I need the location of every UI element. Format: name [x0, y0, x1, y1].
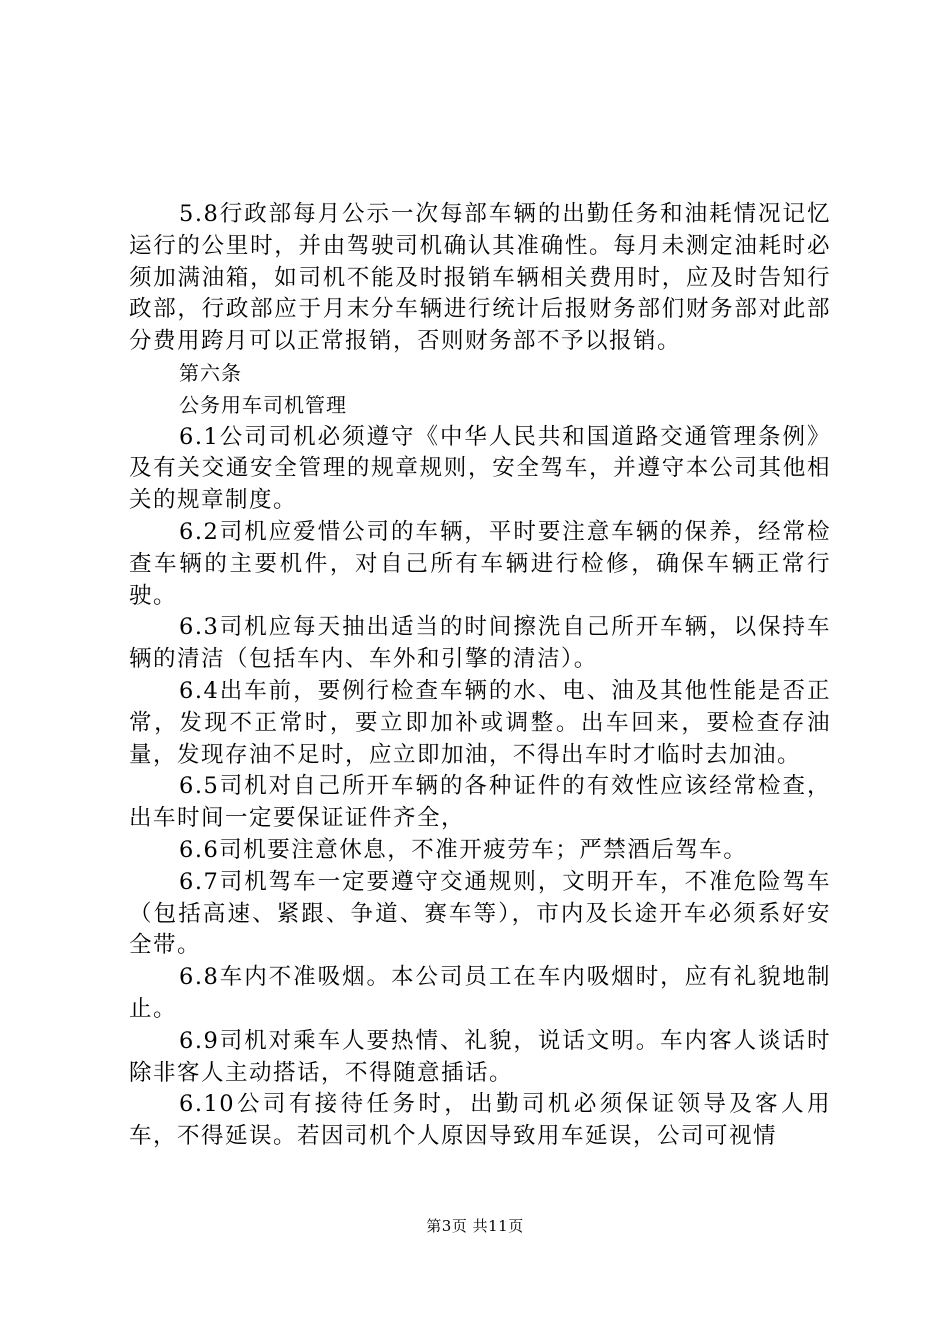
item-6-9: 6.9司机对乘车人要热情、礼貌，说话文明。车内客人谈话时除非客人主动搭话，不得随意插话。 — [129, 1027, 831, 1086]
paragraph-5-8: 5.8行政部每月公示一次每部车辆的出勤任务和油耗情况记忆运行的公里时，并由驾驶司机确认其准确性。每月未测定油耗时必须加满油箱，如司机不能及时报销车辆相关费用时，应及时告知行政部，行政部应于月末分车辆进行统计后报财务部们财务部对此部分费用跨月可以正常报销，否则财务部不予以报销。 — [129, 201, 831, 355]
item-6-6: 6.6司机要注意休息，不准开疲劳车；严禁酒后驾车。 — [179, 836, 748, 863]
article-number: 第六条 — [179, 360, 242, 385]
page-footer: 第3页 共11页 — [426, 1217, 524, 1235]
item-6-5: 6.5司机对自己所开车辆的各种证件的有效性应该经常检查，出车时间一定要保证证件齐全， — [129, 773, 831, 832]
item-6-8: 6.8车内不准吸烟。本公司员工在车内吸烟时，应有礼貌地制止。 — [129, 964, 831, 1022]
item-6-10: 6.10公司有接待任务时，出勤司机必须保证领导及客人用车，不得延误。若因司机个人原因导致用车延误，公司可视情 — [129, 1091, 831, 1150]
item-6-1: 6.1公司司机必须遵守《中华人民共和国道路交通管理条例》及有关交通安全管理的规章规则，安全驾车，并遵守本公司其他相关的规章制度。 — [129, 423, 831, 514]
section-title: 公务用车司机管理 — [179, 392, 347, 417]
item-6-4: 6.4出车前，要例行检查车辆的水、电、油及其他性能是否正常，发现不正常时，要立即加补或调整。出车回来，要检查存油量，发现存油不足时，应立即加油，不得出车时才临时去加油。 — [129, 677, 831, 768]
item-6-7: 6.7司机驾车一定要遵守交通规则，文明开车，不准危险驾车（包括高速、紧跟、争道、赛车等），市内及长途开车必须系好安全带。 — [129, 868, 831, 959]
item-6-3: 6.3司机应每天抽出适当的时间擦洗自己所开车辆，以保持车辆的清洁（包括车内、车外和引擎的清洁）。 — [129, 614, 831, 673]
document-body — [129, 199, 831, 1153]
item-6-2: 6.2司机应爱惜公司的车辆，平时要注意车辆的保养，经常检查车辆的主要机件，对自己所有车辆进行检修，确保车辆正常行驶。 — [129, 518, 831, 609]
